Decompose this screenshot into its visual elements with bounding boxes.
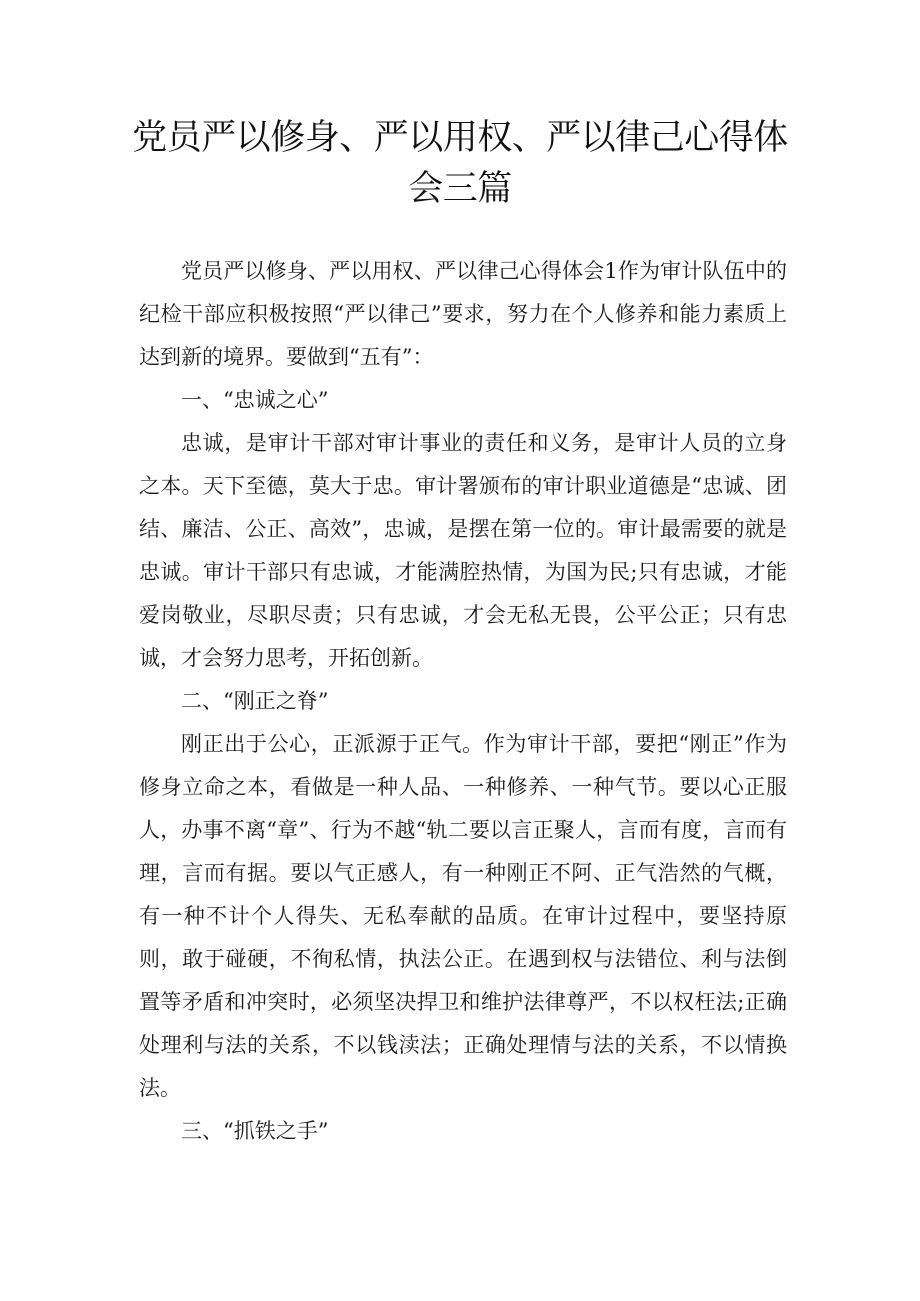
section-paragraph-1: 忠诚，是审计干部对审计事业的责任和义务，是审计人员的立身之本。天下至德，莫大于忠。审计署颁布的审计职业道德是“忠诚、团结、廉洁、公正、高效”，忠诚，是摆在第一位的。审计最需要的就是忠诚。审计干部只有忠诚，才能满腔热情，为国为民;只有忠诚，才能爱岗敬业，尽职尽责；只有忠诚，才会无私无畏，公平公正；只有忠诚，才会努力思考，开拓创新。 bbox=[139, 431, 787, 670]
section-heading-1: 一、“忠诚之心” bbox=[181, 388, 329, 412]
section-heading-2: 二、“刚正之脊” bbox=[181, 689, 329, 713]
intro-paragraph: 党员严以修身、严以用权、严以律己心得体会1作为审计队伍中的纪检干部应积极按照“严以律己”要求，努力在个人修养和能力素质上达到新的境界。要做到“五有”： bbox=[139, 259, 787, 369]
section-heading-3: 三、“抓铁之手” bbox=[181, 1119, 329, 1143]
section-paragraph-2: 刚正出于公心，正派源于正气。作为审计干部，要把“刚正”作为修身立命之本，看做是一种人品、一种修养、一种气节。要以心正服人，办事不离“章”、行为不越“轨二要以言正聚人，言而有度，言而有理，言而有据。要以气正感人，有一种刚正不阿、正气浩然的气概，有一种不计个人得失、无私奉献的品质。在审计过程中，要坚持原则，敢于碰硬，不徇私情，执法公正。在遇到权与法错位、利与法倒置等矛盾和冲突时，必须坚决捍卫和维护法律尊严，不以权枉法;正确处理利与法的关系，不以钱渎法；正确处理情与法的关系，不以情换法。 bbox=[139, 732, 787, 1100]
document-title-line-1: 党员严以修身、严以用权、严以律己心得体 bbox=[132, 118, 788, 158]
document-title-line-2: 会三篇 bbox=[408, 169, 512, 209]
document-body bbox=[139, 250, 787, 1153]
